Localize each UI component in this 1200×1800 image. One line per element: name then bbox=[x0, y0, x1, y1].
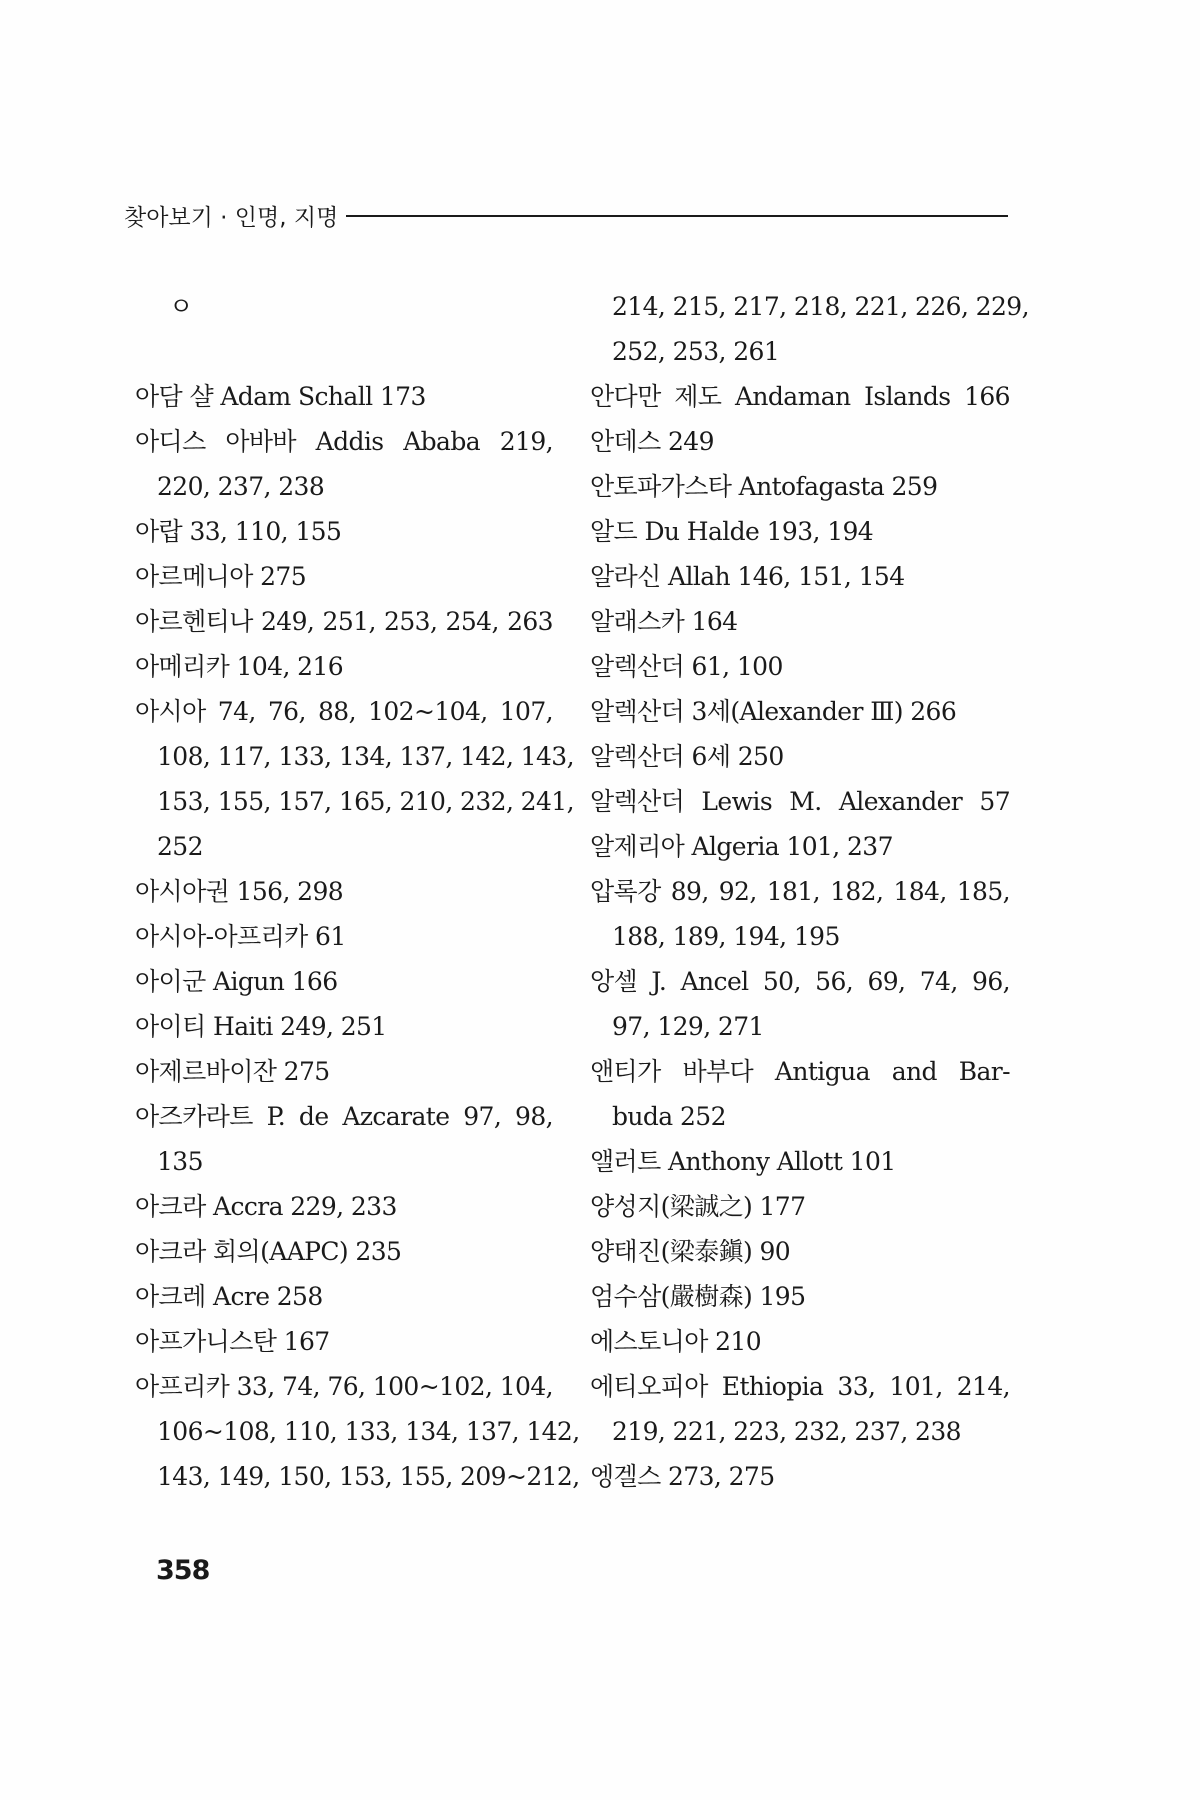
index-entry-continuation: 143, 149, 150, 153, 155, 209~212, bbox=[157, 1462, 580, 1491]
index-entry: 안다만 제도 Andaman Islands 166 bbox=[590, 382, 1010, 411]
index-entry: 양성지(梁誠之) 177 bbox=[590, 1192, 806, 1221]
header-rule bbox=[346, 215, 1008, 217]
index-entry: 에티오피아 Ethiopia 33, 101, 214, bbox=[590, 1372, 1010, 1401]
index-entry: 압록강 89, 92, 181, 182, 184, 185, bbox=[590, 877, 1010, 906]
index-entry: 알라신 Allah 146, 151, 154 bbox=[590, 562, 905, 591]
index-column-right bbox=[590, 284, 1029, 1499]
index-entry: 아랍 33, 110, 155 bbox=[135, 517, 342, 546]
index-entry: 알렉산더 3세(Alexander Ⅲ) 266 bbox=[590, 697, 957, 726]
index-entry: 앤티가 바부다 Antigua and Bar- bbox=[590, 1057, 1010, 1086]
index-entry-continuation: 252, 253, 261 bbox=[612, 337, 780, 366]
index-entry-continuation: 153, 155, 157, 165, 210, 232, 241, bbox=[157, 787, 574, 816]
section-letter: ㅇ bbox=[169, 292, 193, 321]
index-entry: 아프리카 33, 74, 76, 100~102, 104, bbox=[135, 1372, 553, 1401]
index-entry: 알드 Du Halde 193, 194 bbox=[590, 517, 874, 546]
index-entry-continuation: 220, 237, 238 bbox=[157, 472, 325, 501]
index-entry-continuation: 106~108, 110, 133, 134, 137, 142, bbox=[157, 1417, 580, 1446]
index-entry: 아제르바이잔 275 bbox=[135, 1057, 330, 1086]
index-entry: 아이티 Haiti 249, 251 bbox=[135, 1012, 387, 1041]
page-number: 358 bbox=[156, 1555, 210, 1586]
index-entry-continuation: 97, 129, 271 bbox=[612, 1012, 764, 1041]
running-header bbox=[124, 197, 1008, 233]
index-entry: 엥겔스 273, 275 bbox=[590, 1462, 775, 1491]
index-column-left bbox=[135, 284, 580, 1499]
index-entry: 앨러트 Anthony Allott 101 bbox=[590, 1147, 896, 1176]
index-entry: 알렉산더 Lewis M. Alexander 57 bbox=[590, 787, 1010, 816]
index-entry: 알렉산더 61, 100 bbox=[590, 652, 783, 681]
index-entry: 에스토니아 210 bbox=[590, 1327, 762, 1356]
index-entry-continuation: buda 252 bbox=[612, 1102, 726, 1131]
index-entry-continuation: 188, 189, 194, 195 bbox=[612, 922, 840, 951]
index-entry: 아시아-아프리카 61 bbox=[135, 922, 346, 951]
index-entry: 아크라 회의(AAPC) 235 bbox=[135, 1237, 402, 1266]
index-entry: 아디스 아바바 Addis Ababa 219, bbox=[135, 427, 553, 456]
index-entry: 엄수삼(嚴樹森) 195 bbox=[590, 1282, 806, 1311]
index-entry: 안토파가스타 Antofagasta 259 bbox=[590, 472, 938, 501]
index-entry-continuation: 219, 221, 223, 232, 237, 238 bbox=[612, 1417, 961, 1446]
right-entry-list bbox=[590, 284, 1029, 1499]
index-entry-continuation: 252 bbox=[157, 832, 203, 861]
index-entry: 아르헨티나 249, 251, 253, 254, 263 bbox=[135, 607, 553, 636]
index-entry: 알제리아 Algeria 101, 237 bbox=[590, 832, 893, 861]
index-entry: 아프가니스탄 167 bbox=[135, 1327, 330, 1356]
left-entry-list bbox=[135, 374, 580, 1499]
index-entry: 아담 샬 Adam Schall 173 bbox=[135, 382, 426, 411]
index-entry: 양태진(梁泰鎭) 90 bbox=[590, 1237, 791, 1266]
index-entry: 앙셀 J. Ancel 50, 56, 69, 74, 96, bbox=[590, 967, 1010, 996]
index-entry: 아크라 Accra 229, 233 bbox=[135, 1192, 397, 1221]
header-title: 찾아보기 · 인명, 지명 bbox=[124, 204, 339, 231]
index-entry-continuation: 135 bbox=[157, 1147, 203, 1176]
index-entry: 알렉산더 6세 250 bbox=[590, 742, 784, 771]
index-entry: 아이군 Aigun 166 bbox=[135, 967, 338, 996]
index-entry: 알래스카 164 bbox=[590, 607, 738, 636]
index-entry: 아시아권 156, 298 bbox=[135, 877, 344, 906]
index-entry-continuation: 214, 215, 217, 218, 221, 226, 229, bbox=[612, 292, 1029, 321]
index-entry: 아르메니아 275 bbox=[135, 562, 307, 591]
index-entry: 안데스 249 bbox=[590, 427, 714, 456]
index-entry: 아크레 Acre 258 bbox=[135, 1282, 323, 1311]
index-entry-continuation: 108, 117, 133, 134, 137, 142, 143, bbox=[157, 742, 574, 771]
index-entry: 아메리카 104, 216 bbox=[135, 652, 344, 681]
index-entry: 아시아 74, 76, 88, 102~104, 107, bbox=[135, 697, 553, 726]
index-entry: 아즈카라트 P. de Azcarate 97, 98, bbox=[135, 1102, 553, 1131]
